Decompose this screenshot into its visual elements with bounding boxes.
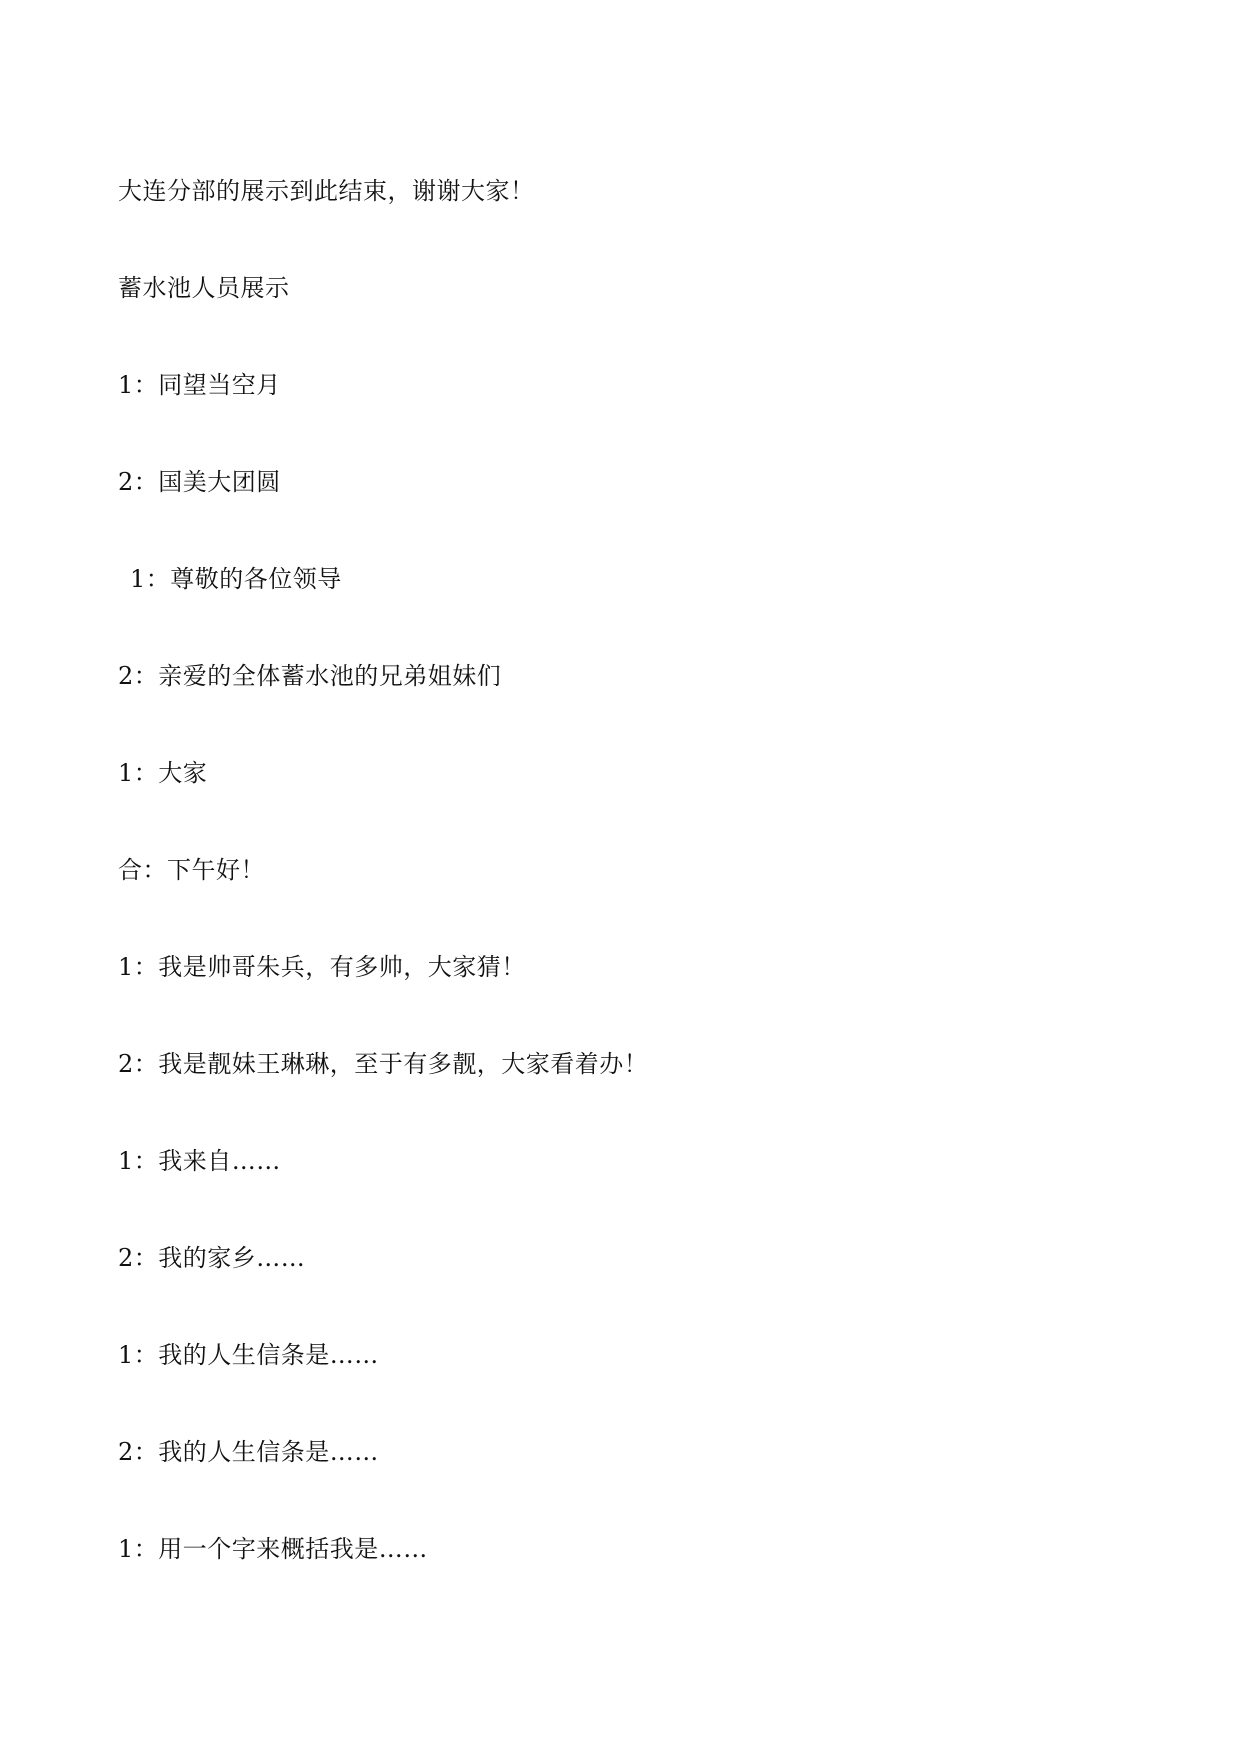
text-line: 2：我是靓妹王琳琳，至于有多靓，大家看着办！ — [118, 1050, 649, 1078]
text-line: 2：我的人生信条是…… — [118, 1438, 379, 1466]
section-heading: 蓄水池人员展示 — [118, 274, 290, 302]
text-line: 2：亲爱的全体蓄水池的兄弟姐妹们 — [118, 662, 502, 690]
text-line: 1：大家 — [118, 759, 208, 787]
text-line: 1：用一个字来概括我是…… — [118, 1535, 428, 1563]
text-line: 1：我是帅哥朱兵，有多帅，大家猜！ — [118, 953, 526, 981]
text-line: 2：我的家乡…… — [118, 1244, 306, 1272]
text-line: 1：我来自…… — [118, 1147, 281, 1175]
text-line: 1：同望当空月 — [118, 371, 281, 399]
text-line: 大连分部的展示到此结束，谢谢大家！ — [118, 177, 535, 205]
text-line: 合：下午好！ — [118, 856, 265, 884]
text-line: 1：尊敬的各位领导 — [130, 565, 342, 593]
text-line: 1：我的人生信条是…… — [118, 1341, 379, 1369]
text-line: 2：国美大团圆 — [118, 468, 281, 496]
